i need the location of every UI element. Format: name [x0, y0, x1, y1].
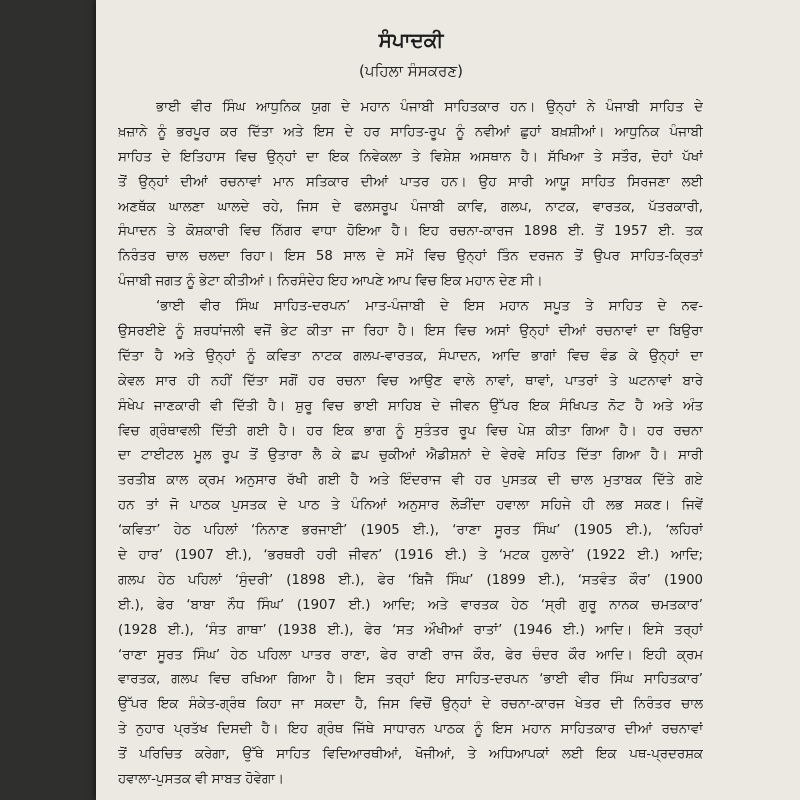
text-line: ‘ਰਾਣਾ ਸੂਰਤ ਸਿੰਘ’ ਹੇਠ ਪਹਿਲਾ ਪਾਤਰ ਰਾਣਾ, ਫੇਰ ਰਾਣੀ ਰਾਜ ਕੌਰ, ਫੇਰ ਚੰਦਰ ਕੌਰ ਆਦਿ। ਇਹੀ ਕ੍ਰਮ	[118, 647, 703, 663]
text-line: ਕੇਵਲ ਸਾਰ ਹੀ ਨਹੀਂ ਦਿੱਤਾ ਸਗੋਂ ਹਰ ਰਚਨਾ ਵਿਚ ਆਉਣ ਵਾਲੇ ਨਾਵਾਂ, ਥਾਵਾਂ, ਪਾਤਰਾਂ ਤੇ ਘਟਨਾਵਾਂ ਬਾਰੇ	[118, 373, 703, 389]
page-subtitle: (ਪਹਿਲਾ ਸੰਸਕਰਣ)	[359, 62, 463, 80]
text-line: ਤੋਂ ਉਨ੍ਹਾਂ ਦੀਆਂ ਰਚਨਾਵਾਂ ਮਾਨ ਸਤਿਕਾਰ ਦੀਆਂ ਪਾਤਰ ਹਨ। ਉਹ ਸਾਰੀ ਆਯੂ ਸਾਹਿਤ ਸਿਰਜਣਾ ਲਈ	[118, 174, 703, 190]
text-line: ਦਾ ਟਾਈਟਲ ਮੂਲ ਰੂਪ ਤੋਂ ਉਤਾਰਾ ਲੈ ਕੇ ਛਪ ਚੁਕੀਆਂ ਐਡੀਸ਼ਨਾਂ ਦੇ ਵੇਰਵੇ ਸਹਿਤ ਦਿੱਤਾ ਗਿਆ ਹੈ। ਸਾਰੀ	[118, 448, 703, 464]
text-line: ਉਸਰਈਏ ਨੂੰ ਸ਼ਰਧਾਂਜਲੀ ਵਜੋਂ ਭੇਟ ਕੀਤਾ ਜਾ ਰਿਹਾ ਹੈ। ਇਸ ਵਿਚ ਅਸਾਂ ਉਨ੍ਹਾਂ ਦੀਆਂ ਰਚਨਾਵਾਂ ਦਾ ਬਿਉਰਾ	[118, 324, 703, 340]
text-line: ਅਣਥੱਕ ਘਾਲਣਾ ਘਾਲਦੇ ਰਹੇ, ਜਿਸ ਦੇ ਫਲਸਰੂਪ ਪੰਜਾਬੀ ਕਾਵਿ, ਗਲਪ, ਨਾਟਕ, ਵਾਰਤਕ, ਪੱਤਰਕਾਰੀ,	[118, 199, 703, 215]
text-line: ਵਿਚ ਗ੍ਰੰਥਾਵਲੀ ਦਿੱਤੀ ਗਈ ਹੈ। ਹਰ ਇਕ ਭਾਗ ਨੂੰ ਸੁਤੰਤਰ ਰੂਪ ਵਿਚ ਪੇਸ਼ ਕੀਤਾ ਗਿਆ ਹੈ। ਹਰ ਰਚਨਾ	[118, 423, 703, 439]
text-line: (1928 ਈ.), ‘ਸੰਤ ਗਾਥਾ’ (1938 ਈ.), ਫੇਰ ‘ਸਤ ਔਖੀਆਂ ਰਾਤਾਂ’ (1946 ਈ.) ਆਦਿ। ਇਸੇ ਤਰ੍ਹਾਂ	[118, 622, 703, 638]
text-line: ਨਿਰੰਤਰ ਚਾਲ ਚਲਦਾ ਰਿਹਾ। ਇਸ 58 ਸਾਲ ਦੇ ਸਮੇਂ ਵਿਚ ਉਨ੍ਹਾਂ ਤਿੰਨ ਦਰਜਨ ਤੋਂ ਉਪਰ ਸਾਹਿਤ-ਕ੍ਰਿਤਾਂ	[118, 249, 703, 265]
text-line: ਸੰਖੇਪ ਜਾਣਕਾਰੀ ਵੀ ਦਿੱਤੀ ਹੈ। ਸ਼ੁਰੂ ਵਿਚ ਭਾਈ ਸਾਹਿਬ ਦੇ ਜੀਵਨ ਉੱਪਰ ਇਕ ਸੰਖਿਪਤ ਨੋਟ ਹੈ ਅਤੇ ਅੰਤ	[118, 398, 703, 414]
text-line: ਹਨ ਤਾਂ ਜੋ ਪਾਠਕ ਪੁਸਤਕ ਦੇ ਪਾਠ ਤੇ ਪੰਨਿਆਂ ਅਨੁਸਾਰ ਲੋੜੀਂਦਾ ਹਵਾਲਾ ਸਹਿਜੇ ਹੀ ਲਭ ਸਕਣ। ਜਿਵੇਂ	[118, 498, 703, 514]
text-line: ਹਵਾਲਾ-ਪੁਸਤਕ ਵੀ ਸਾਬਤ ਹੋਵੇਗਾ।	[118, 772, 284, 788]
body-text	[118, 96, 703, 793]
text-line: ‘ਭਾਈ ਵੀਰ ਸਿੰਘ ਸਾਹਿਤ-ਦਰਪਨ’ ਮਾਤ-ਪੰਜਾਬੀ ਦੇ ਇਸ ਮਹਾਨ ਸਪੂਤ ਤੇ ਸਾਹਿਤ ਦੇ ਨਵ-	[156, 299, 703, 315]
text-line: ਦਿੱਤਾ ਹੈ ਅਤੇ ਉਨ੍ਹਾਂ ਨੂੰ ਕਵਿਤਾ ਨਾਟਕ ਗਲਪ-ਵਾਰਤਕ, ਸੰਪਾਦਨ, ਆਦਿ ਭਾਗਾਂ ਵਿਚ ਵੰਡ ਕੇ ਉਨ੍ਹਾਂ ਦਾ	[118, 348, 703, 364]
book-page	[96, 0, 800, 800]
text-line: ਤੋਂ ਪਰਿਚਿਤ ਕਰੇਗਾ, ਉੱਥੇ ਸਾਹਿਤ ਵਿਦਿਆਰਥੀਆਂ, ਖੋਜੀਆਂ, ਤੇ ਅਧਿਆਪਕਾਂ ਲਈ ਇਕ ਪਥ-ਪ੍ਰਦਰਸ਼ਕ	[118, 747, 703, 763]
text-line: ਈ.), ਫੇਰ ‘ਬਾਬਾ ਨੌਧ ਸਿੰਘ’ (1907 ਈ.) ਆਦਿ; ਅਤੇ ਵਾਰਤਕ ਹੇਠ ‘ਸ੍ਰੀ ਗੁਰੂ ਨਾਨਕ ਚਮਤਕਾਰ’	[118, 597, 703, 613]
page-title: ਸੰਪਾਦਕੀ	[378, 28, 444, 52]
text-line: ਤੇ ਨੁਹਾਰ ਪ੍ਰਤੱਖ ਦਿਸਦੀ ਹੈ। ਇਹ ਗ੍ਰੰਥ ਜਿੱਥੇ ਸਾਧਾਰਨ ਪਾਠਕ ਨੂੰ ਇਸ ਮਹਾਨ ਸਾਹਿਤਕਾਰ ਦੀਆਂ ਰਚਨਾਵਾਂ	[118, 722, 703, 738]
text-line: ਦੇ ਹਾਰ’ (1907 ਈ.), ‘ਭਰਥਰੀ ਹਰੀ ਜੀਵਨ’ (1916 ਈ.) ਤੇ ‘ਮਟਕ ਹੁਲਾਰੇ’ (1922 ਈ.) ਆਦਿ;	[118, 548, 703, 564]
text-line: ਪੰਜਾਬੀ ਜਗਤ ਨੂੰ ਭੇਟਾ ਕੀਤੀਆਂ। ਨਿਰਸੰਦੇਹ ਇਹ ਆਪਣੇ ਆਪ ਵਿਚ ਇਕ ਮਹਾਨ ਦੇਣ ਸੀ।	[118, 274, 543, 290]
text-line: ਸੰਪਾਦਨ ਤੇ ਕੋਸ਼ਕਾਰੀ ਵਿਚ ਨਿੱਗਰ ਵਾਧਾ ਹੋਇਆ ਹੈ। ਇਹ ਰਚਨਾ-ਕਾਰਜ 1898 ਈ. ਤੋਂ 1957 ਈ. ਤਕ	[118, 224, 703, 240]
text-line: ਤਰਤੀਬ ਕਾਲ ਕ੍ਰਮ ਅਨੁਸਾਰ ਰੱਖੀ ਗਈ ਹੈ ਅਤੇ ਇੰਦਰਾਜ ਵੀ ਹਰ ਪੁਸਤਕ ਦੀ ਚਾਲ ਮੁਤਾਬਕ ਦਿੱਤੇ ਗਏ	[118, 473, 703, 489]
text-line: ਗਲਪ ਹੇਠ ਪਹਿਲਾਂ ‘ਸੁੰਦਰੀ’ (1898 ਈ.), ਫੇਰ ‘ਬਿਜੈ ਸਿੰਘ’ (1899 ਈ.), ‘ਸਤਵੰਤ ਕੌਰ’ (1900	[118, 572, 703, 588]
text-line: ‘ਕਵਿਤਾ’ ਹੇਠ ਪਹਿਲਾਂ ‘ਨਿਨਾਣ ਭਰਜਾਈ’ (1905 ਈ.), ‘ਰਾਣਾ ਸੂਰਤ ਸਿੰਘ’ (1905 ਈ.), ‘ਲਹਿਰਾਂ	[118, 523, 703, 539]
text-line: ਸਾਹਿਤ ਦੇ ਇਤਿਹਾਸ ਵਿਚ ਉਨ੍ਹਾਂ ਦਾ ਇਕ ਨਿਵੇਕਲਾ ਤੇ ਵਿਸ਼ੇਸ਼ ਅਸਥਾਨ ਹੈ। ਸੱਖਿਆ ਤੇ ਸਤੌਰ, ਦੋਹਾਂ ਪੱਖਾਂ	[118, 149, 703, 165]
text-line: ਭਾਈ ਵੀਰ ਸਿੰਘ ਆਧੁਨਿਕ ਯੁਗ ਦੇ ਮਹਾਨ ਪੰਜਾਬੀ ਸਾਹਿਤਕਾਰ ਹਨ। ਉਨ੍ਹਾਂ ਨੇ ਪੰਜਾਬੀ ਸਾਹਿਤ ਦੇ	[156, 100, 703, 115]
text-line: ਵਾਰਤਕ, ਗਲਪ ਵਿਚ ਰਖਿਆ ਗਿਆ ਹੈ। ਇਸ ਤਰ੍ਹਾਂ ਇਹ ਸਾਹਿਤ-ਦਰਪਨ ‘ਭਾਈ ਵੀਰ ਸਿੰਘ ਸਾਹਿਤਕਾਰ’	[118, 672, 703, 688]
text-line: ਉੱਪਰ ਇਕ ਸੰਕੇਤ-ਗ੍ਰੰਥ ਕਿਹਾ ਜਾ ਸਕਦਾ ਹੈ, ਜਿਸ ਵਿਚੋਂ ਉਨ੍ਹਾਂ ਦੇ ਰਚਨਾ-ਕਾਰਜ ਖੇਤਰ ਦੀ ਨਿਰੰਤਰ ਚਾਲ	[118, 697, 703, 713]
text-line: ਖ਼ਜ਼ਾਨੇ ਨੂੰ ਭਰਪੂਰ ਕਰ ਦਿੱਤਾ ਅਤੇ ਇਸ ਦੇ ਹਰ ਸਾਹਿਤ-ਰੂਪ ਨੂੰ ਨਵੀਆਂ ਛੁਹਾਂ ਬਖ਼ਸ਼ੀਆਂ। ਆਧੁਨਿਕ ਪੰਜਾਬੀ	[118, 124, 703, 140]
